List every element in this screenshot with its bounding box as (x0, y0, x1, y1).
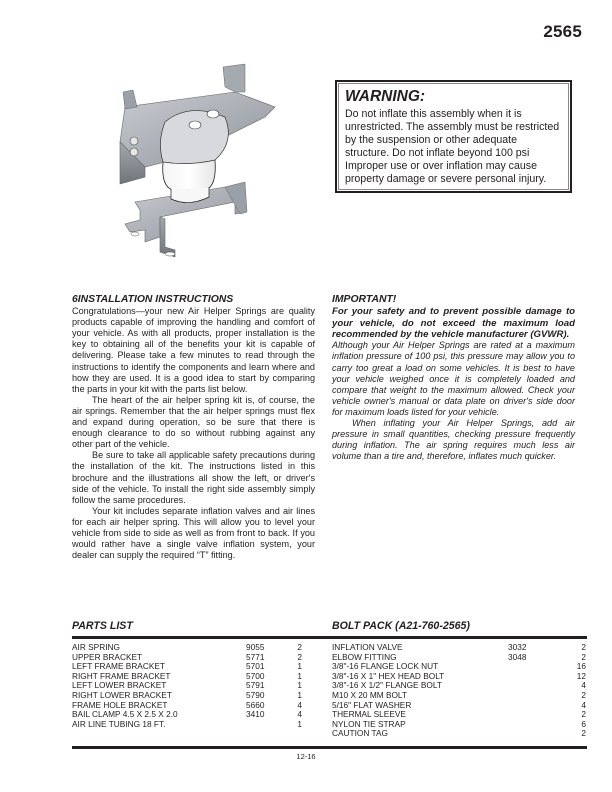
part-number: 5791 (246, 680, 265, 691)
part-number (508, 720, 568, 730)
part-qty: 6 (581, 718, 586, 729)
part-name: RIGHT LOWER BRACKET (72, 689, 172, 700)
part-number (508, 681, 568, 691)
divider-bottom (72, 746, 587, 749)
part-name: THERMAL SLEEVE (332, 709, 406, 720)
part-name: RIGHT FRAME BRACKET (72, 670, 171, 681)
warning-line: Improper use or over inflation may cause (345, 160, 537, 172)
bolt-pack-table (332, 643, 587, 739)
table-row (332, 729, 587, 739)
part-number: 5771 (246, 651, 265, 662)
part-number (508, 662, 568, 672)
part-number (508, 701, 568, 711)
part-number (508, 672, 568, 682)
part-name: 5/16" FLAT WASHER (332, 699, 412, 710)
part-qty: 1 (297, 689, 302, 700)
part-qty: 2 (581, 651, 586, 662)
part-name: NYLON TIE STRAP (332, 718, 406, 729)
table-row (72, 720, 310, 730)
part-qty: 2 (297, 642, 302, 652)
part-name: UPPER BRACKET (72, 651, 143, 662)
part-number (508, 729, 568, 739)
part-qty: 1 (297, 718, 302, 729)
part-qty: 4 (297, 709, 302, 720)
important-bold-text: For your safety and to prevent possible damage to your vehicle, do not exceed the maximum load recommended by the vehicle manufacturer (GVWR). (332, 306, 575, 340)
part-qty: 16 (576, 661, 586, 672)
important-italic-text: Although your Air Helper Springs are rated at a maximum inflation pressure of 100 psi, this pressure may allow you to carry too great a load on some vehicles. It is best to have your vehicle weighed once it is completely loaded and compare that weight to the maximum allowed. Check your vehicle owner's manual or data plate on driver's side door for maximum loads listed for your vehicle. (332, 340, 575, 417)
installation-paragraph: Your kit includes separate inflation valves and air lines for each air helper spring. This will allow you to level your vehicle from side to side as well as from front to back. If you would rather have a single valve inflation system, your dealer can supply the required “T” fitting. (72, 505, 315, 561)
assembly-illustration (85, 62, 285, 282)
part-number: 3032 (508, 642, 527, 652)
part-number (246, 720, 288, 730)
bolt-pack-title: BOLT PACK (A21-760-2565) (332, 620, 470, 632)
warning-line: by the suspension or other adequate (345, 134, 517, 146)
important-italic-text-2: When inflating your Air Helper Springs, add air pressure in small quantities, checking pressure frequently during inflation. The air spring requires much less air volume than a tire and, therefore, inflates much quicker. (332, 417, 575, 462)
part-number: 5700 (246, 670, 265, 681)
important-notice (332, 294, 575, 462)
part-name: M10 X 20 MM BOLT (332, 689, 407, 700)
part-qty: 4 (581, 699, 586, 710)
part-qty: 4 (581, 680, 586, 691)
part-qty: 4 (297, 699, 302, 710)
installation-paragraph: Be sure to take all applicable safety precautions during the installation of the kit. The instructions listed in this brochure and the illustrations all show the left, or driver's side of the vehicle. To install the right side assembly simply follow the same procedures. (72, 450, 315, 505)
part-qty: 1 (297, 670, 302, 681)
part-name: INFLATION VALVE (332, 642, 403, 652)
part-number: 5790 (246, 689, 265, 700)
part-name: 3/8"-16 FLANGE LOCK NUT (332, 661, 439, 672)
warning-line: property damage or severe personal injury. (345, 173, 547, 185)
footer-code: 12-16 (296, 752, 316, 761)
part-name: AIR SPRING (72, 642, 120, 652)
page-number: 2565 (543, 22, 582, 41)
part-qty: 2 (581, 728, 586, 739)
part-number: 3410 (246, 709, 265, 720)
part-number: 5701 (246, 661, 265, 672)
part-number (508, 691, 568, 701)
part-qty: 2 (581, 709, 586, 720)
air-spring-assembly-icon (85, 62, 285, 282)
part-qty: 2 (297, 651, 302, 662)
part-name: ELBOW FITTING (332, 651, 397, 662)
installation-instructions (72, 294, 315, 561)
part-name: LEFT LOWER BRACKET (72, 680, 167, 691)
warning-line: structure. Do not inflate beyond 100 psi (345, 147, 530, 159)
warning-line: unrestricted. The assembly must be restricted (345, 121, 560, 133)
part-number: 3048 (508, 651, 527, 662)
installation-title: 6INSTALLATION INSTRUCTIONS (72, 294, 234, 305)
part-qty: 2 (581, 642, 586, 652)
part-number: 9055 (246, 642, 265, 652)
part-qty: 2 (581, 689, 586, 700)
divider-top (72, 636, 587, 639)
warning-title: WARNING: (345, 88, 426, 105)
warning-line: Do not inflate this assembly when it is (345, 108, 522, 120)
warning-text (345, 108, 564, 186)
part-name: BAIL CLAMP 4.5 X 2.5 X 2.0 (72, 709, 178, 720)
part-name: 3/8"-16 X 1" HEX HEAD BOLT (332, 670, 445, 681)
part-name: CAUTION TAG (332, 728, 388, 739)
part-qty: 1 (297, 661, 302, 672)
part-qty: 12 (576, 670, 586, 681)
part-number (508, 710, 568, 720)
part-name: FRAME HOLE BRACKET (72, 699, 168, 710)
installation-paragraph: The heart of the air helper spring kit is, of course, the air springs. Remember that the air helper springs must flex and expand during operation, so be sure that there is enough clearance to do so without rubbing against any other part of the vehicle. (72, 394, 315, 450)
part-name: LEFT FRAME BRACKET (72, 661, 165, 672)
part-name: 3/8"-16 X 1/2" FLANGE BOLT (332, 680, 442, 691)
part-name: AIR LINE TUBING 18 FT. (72, 718, 166, 729)
part-number: 5660 (246, 699, 265, 710)
part-qty: 1 (297, 680, 302, 691)
important-title: IMPORTANT! (332, 294, 397, 305)
warning-box (335, 80, 572, 193)
parts-list-title: PARTS LIST (72, 620, 133, 632)
installation-paragraph: Congratulations—your new Air Helper Springs are quality products capable of improving the handling and comfort of your vehicle. As with all products, proper installation is the key to obtaining all of the benefits your kit is capable of delivering. Please take a few minutes to read through the instructions to identify the components and learn where and how they are used. It is a good idea to start by comparing the parts in your kit with the parts list below. (72, 306, 315, 394)
parts-list-table (72, 643, 310, 729)
